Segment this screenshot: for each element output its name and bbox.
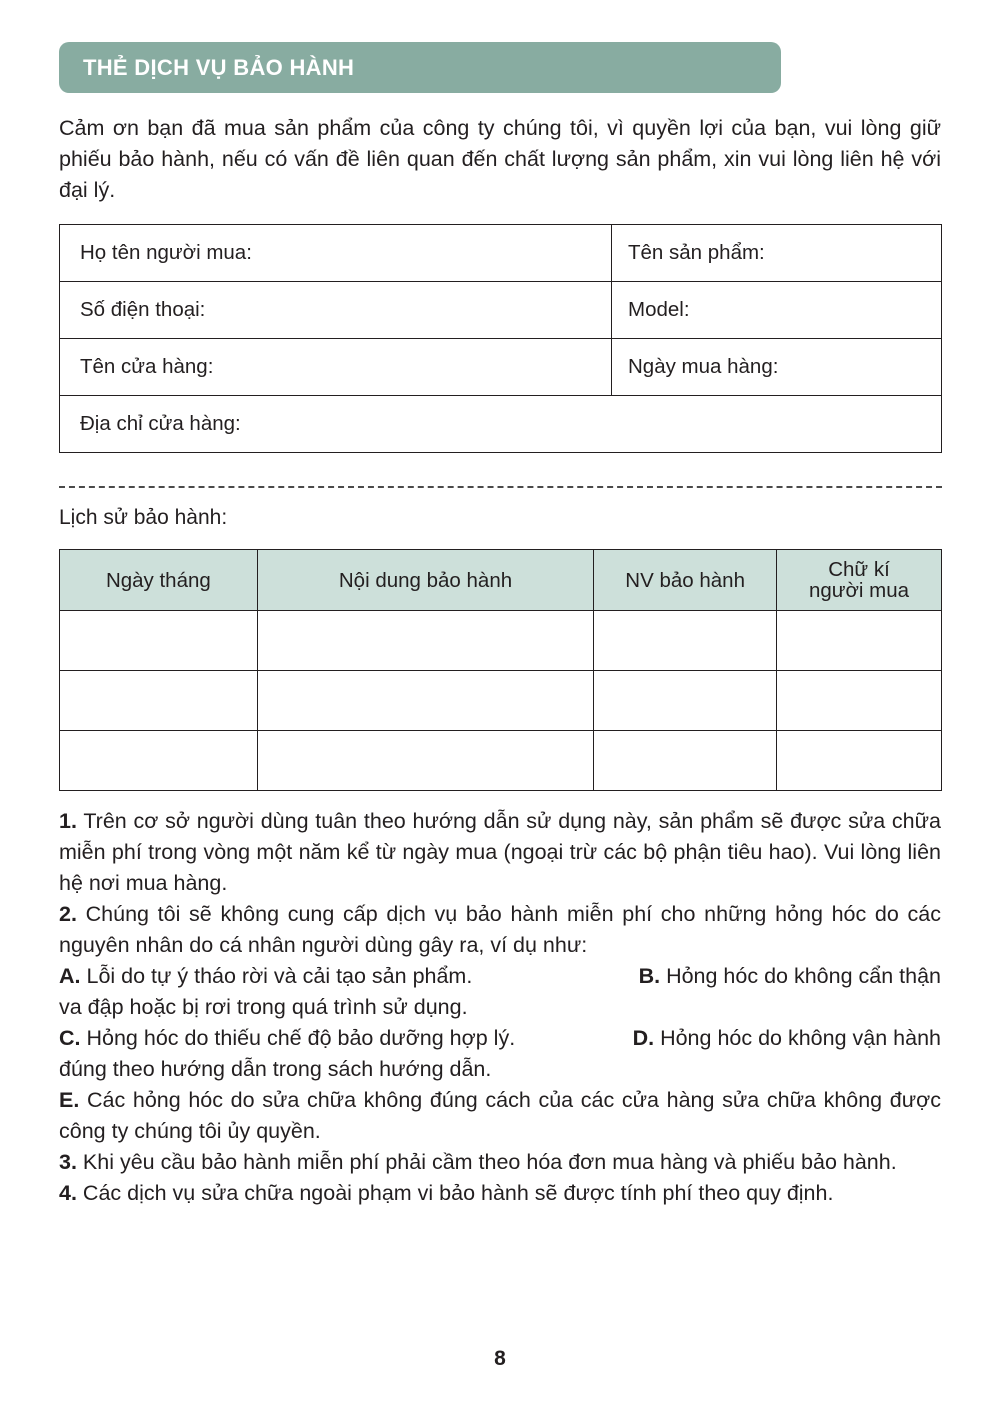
buyer-name-field[interactable]: Họ tên người mua: bbox=[60, 225, 612, 282]
purchase-date-field[interactable]: Ngày mua hàng: bbox=[612, 339, 942, 396]
term-4-text: Các dịch vụ sửa chữa ngoài phạm vi bảo hành sẽ được tính phí theo quy định. bbox=[82, 1181, 834, 1205]
header-signature-text: Chữ kí người mua bbox=[808, 558, 910, 602]
term-1-number: 1. bbox=[59, 809, 77, 833]
term-4 bbox=[59, 1178, 941, 1209]
term-2-number: 2. bbox=[59, 902, 77, 926]
content-cell[interactable] bbox=[257, 611, 594, 671]
title-banner bbox=[59, 42, 781, 93]
warranty-terms bbox=[59, 806, 941, 1209]
staff-cell[interactable] bbox=[594, 671, 777, 731]
table-row bbox=[60, 225, 942, 282]
term-e-text: Các hỏng hóc do sửa chữa không đúng cách của các cửa hàng sửa chữa không được công ty chúng tôi ủy quyền. bbox=[59, 1088, 941, 1143]
table-row bbox=[60, 282, 942, 339]
content-cell[interactable] bbox=[257, 671, 594, 731]
term-b-first bbox=[639, 961, 941, 992]
term-d-letter: D. bbox=[632, 1026, 655, 1050]
table-row bbox=[60, 339, 942, 396]
signature-cell[interactable] bbox=[777, 731, 942, 791]
product-name-field[interactable]: Tên sản phẩm: bbox=[612, 225, 942, 282]
term-d-first bbox=[633, 1023, 941, 1054]
term-e bbox=[59, 1085, 941, 1147]
term-2 bbox=[59, 899, 941, 961]
term-d-rest: đúng theo hướng dẫn trong sách hướng dẫn. bbox=[59, 1057, 492, 1081]
warranty-history-table bbox=[59, 549, 942, 791]
term-1 bbox=[59, 806, 941, 899]
staff-cell[interactable] bbox=[594, 731, 777, 791]
term-1-text: Trên cơ sở người dùng tuân theo hướng dẫn sử dụng này, sản phẩm sẽ được sửa chữa miễn phí trong vòng một năm kể từ ngày mua (ngoại trừ các bộ phận tiêu hao). Vui lòng liên hệ nơi mua hàng. bbox=[59, 809, 941, 895]
term-d-text-first: Hỏng hóc do không vận hành bbox=[660, 1026, 941, 1050]
signature-cell[interactable] bbox=[777, 671, 942, 731]
term-2-text: Chúng tôi sẽ không cung cấp dịch vụ bảo hành miễn phí cho những hỏng hóc do các nguyên nhân do cá nhân người dùng gây ra, ví dụ như: bbox=[59, 902, 941, 957]
intro-paragraph: Cảm ơn bạn đã mua sản phẩm của công ty chúng tôi, vì quyền lợi của bạn, vui lòng giữ phiếu bảo hành, nếu có vấn đề liên quan đến chất lượng sản phẩm, xin vui lòng liên hệ với đại lý. bbox=[59, 116, 941, 202]
date-cell[interactable] bbox=[60, 671, 258, 731]
term-a-letter: A. bbox=[59, 964, 81, 988]
store-name-field[interactable]: Tên cửa hàng: bbox=[60, 339, 612, 396]
term-3-text: Khi yêu cầu bảo hành miễn phí phải cầm theo hóa đơn mua hàng và phiếu bảo hành. bbox=[82, 1150, 897, 1174]
header-date: Ngày tháng bbox=[60, 550, 258, 611]
term-cd-row bbox=[59, 1023, 941, 1054]
term-c-letter: C. bbox=[59, 1026, 81, 1050]
term-b-text-first: Hỏng hóc do không cẩn thận bbox=[666, 964, 941, 988]
term-3-number: 3. bbox=[59, 1150, 77, 1174]
table-row bbox=[60, 671, 942, 731]
header-staff: NV bảo hành bbox=[594, 550, 777, 611]
page-number: 8 bbox=[494, 1347, 506, 1370]
term-a-text: Lỗi do tự ý tháo rời và cải tạo sản phẩm. bbox=[86, 964, 473, 988]
date-cell[interactable] bbox=[60, 731, 258, 791]
term-b-letter: B. bbox=[638, 964, 661, 988]
date-cell[interactable] bbox=[60, 611, 258, 671]
term-a bbox=[59, 961, 472, 992]
table-header-row bbox=[60, 550, 942, 611]
content-cell[interactable] bbox=[257, 731, 594, 791]
signature-cell[interactable] bbox=[777, 611, 942, 671]
history-label: Lịch sử bảo hành: bbox=[59, 506, 228, 529]
table-row bbox=[60, 731, 942, 791]
phone-field[interactable]: Số điện thoại: bbox=[60, 282, 612, 339]
term-e-letter: E. bbox=[59, 1088, 80, 1112]
header-content: Nội dung bảo hành bbox=[257, 550, 594, 611]
cut-line-divider bbox=[59, 486, 942, 488]
header-signature bbox=[777, 550, 942, 611]
staff-cell[interactable] bbox=[594, 611, 777, 671]
term-c bbox=[59, 1023, 515, 1054]
term-c-text: Hỏng hóc do thiếu chế độ bảo dưỡng hợp lý. bbox=[86, 1026, 516, 1050]
store-address-field[interactable]: Địa chỉ cửa hàng: bbox=[60, 396, 942, 453]
table-row bbox=[60, 611, 942, 671]
buyer-info-table bbox=[59, 224, 942, 453]
term-4-number: 4. bbox=[59, 1181, 77, 1205]
table-row bbox=[60, 396, 942, 453]
model-field[interactable]: Model: bbox=[612, 282, 942, 339]
term-ab-row bbox=[59, 961, 941, 992]
term-3 bbox=[59, 1147, 941, 1178]
term-b-rest: va đập hoặc bị rơi trong quá trình sử dụng. bbox=[59, 995, 468, 1019]
page-title: THẺ DỊCH VỤ BẢO HÀNH bbox=[83, 54, 355, 80]
